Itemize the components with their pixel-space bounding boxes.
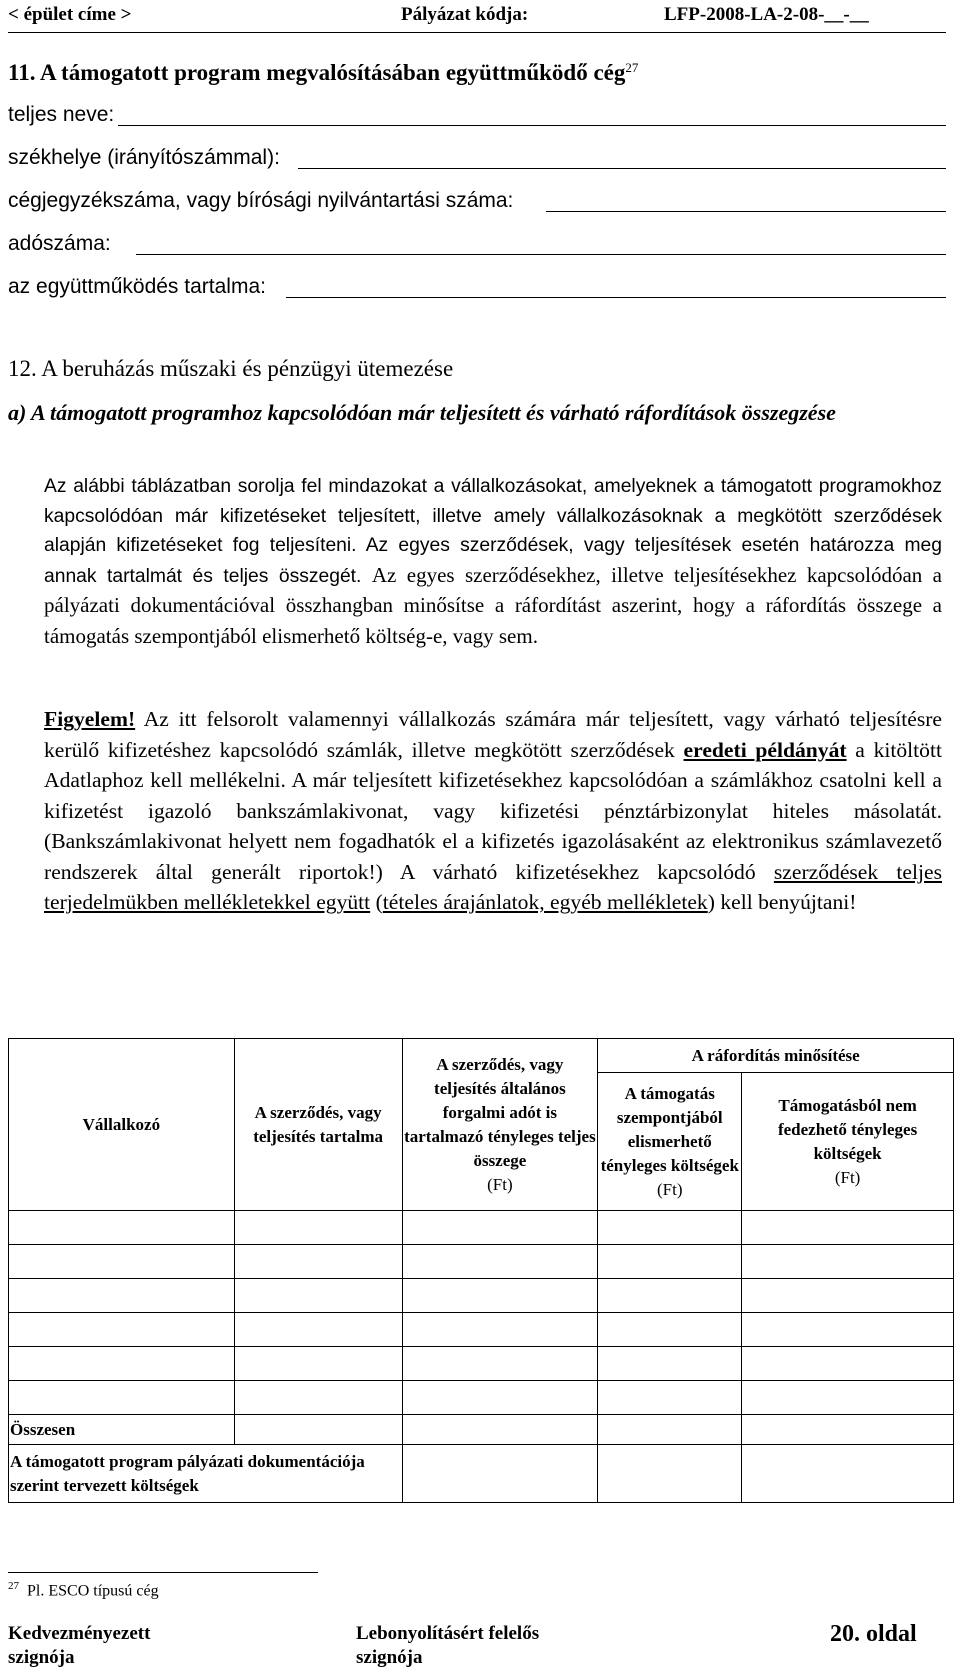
table-cell[interactable] <box>598 1313 742 1347</box>
table-cell[interactable] <box>742 1347 954 1381</box>
table-cell[interactable] <box>598 1415 742 1445</box>
header-qualification-group-text: A ráfordítás minősítése <box>691 1045 860 1065</box>
attachments-emphasis: tételes árajánlatok, egyéb mellékletek <box>382 890 708 914</box>
table-row[interactable] <box>9 1381 954 1415</box>
table-cell[interactable] <box>402 1245 598 1279</box>
table-row[interactable] <box>9 1313 954 1347</box>
partner-name-field[interactable] <box>8 100 946 130</box>
section-12-title: 12. A beruházás műszaki és pénzügyi ütemezése <box>8 356 454 381</box>
table-cell[interactable] <box>742 1313 954 1347</box>
original-copy-emphasis: eredeti példányát <box>683 737 847 762</box>
table-cell[interactable] <box>402 1381 598 1415</box>
table-row[interactable] <box>9 1245 954 1279</box>
table-cell[interactable] <box>598 1445 742 1503</box>
table-cell[interactable] <box>234 1381 402 1415</box>
partner-tax-number-label: adószáma: <box>8 232 111 255</box>
partner-tax-number-field[interactable] <box>8 229 946 259</box>
table-cell[interactable] <box>402 1347 598 1381</box>
instructions-text-continued: Az egyes szerződésekhez, illetve teljesítésekhez kapcsolódóan a pályázati dokumentációval összhangban minősítse a ráfordítást aszerint, hogy a ráfordítás összege a támogatás szempontjából elismerhető költség-e, vagy sem. <box>44 562 943 648</box>
table-cell[interactable] <box>9 1347 235 1381</box>
subsection-a-title: a) A támogatott programhoz kapcsolódóan már teljesített és várható ráfordítások összegzése <box>8 400 836 425</box>
header-application-code: LFP-2008-LA-2-08-__-__ <box>664 4 869 25</box>
table-cell[interactable] <box>402 1415 598 1445</box>
header-ineligible-costs-unit: (Ft) <box>834 1167 861 1187</box>
footnote-reference: 27 <box>625 60 639 75</box>
table-cell[interactable] <box>402 1211 598 1245</box>
table-cell[interactable] <box>402 1279 598 1313</box>
table-cell[interactable] <box>9 1211 235 1245</box>
warning-text-2: a kitöltött Adatlaphoz kell mellékelni. A már teljesített kifizetésekhez kapcsolódóan a számlákhoz csatolni kell a kifizetést igazoló bankszámlakivonat, vagy kifizetési pénztárbizonylat hiteles másolatát. (Bankszámlakivonat helyett nem fogadhatók el a kifizetés igazolásaként az elektronikus számlavezető rendszerek által generált riportok!) A várható kifizetésekhez kapcsolódó <box>44 737 942 884</box>
table-cell[interactable] <box>598 1347 742 1381</box>
table-cell[interactable] <box>234 1211 402 1245</box>
table-cell[interactable] <box>598 1245 742 1279</box>
table-cell[interactable] <box>598 1279 742 1313</box>
table-row[interactable] <box>9 1279 954 1313</box>
footnote <box>8 1580 159 1600</box>
contracts-emphasis: szerződések teljes terjedelmükben mellékletekkel együtt <box>44 859 942 914</box>
table-cell[interactable] <box>742 1245 954 1279</box>
page-number: 20. oldal <box>830 1621 917 1647</box>
header-contract-content <box>234 1039 402 1211</box>
warning-label: Figyelem! <box>44 707 136 731</box>
table-cell[interactable] <box>598 1381 742 1415</box>
table-cell[interactable] <box>9 1313 235 1347</box>
instructions-paragraph <box>44 472 942 652</box>
header-contractor-text: Vállalkozó <box>82 1114 161 1134</box>
partner-seat-label: székhelye (irányítószámmal): <box>8 146 280 169</box>
header-total-amount-text: A szerződés, vagy teljesítés általános forgalmi adót is tartalmazó tényleges teljes összege <box>404 1054 596 1170</box>
manager-signature: Lebonyolításért felelős szignója <box>356 1623 540 1668</box>
header-contractor <box>9 1039 235 1211</box>
cooperation-content-field[interactable] <box>8 272 946 302</box>
table-cell[interactable] <box>742 1415 954 1445</box>
header-eligible-costs-unit: (Ft) <box>656 1179 683 1199</box>
page-header <box>8 2 946 33</box>
table-cell[interactable] <box>402 1313 598 1347</box>
table-cell[interactable] <box>234 1245 402 1279</box>
partner-registry-field[interactable] <box>8 186 946 216</box>
table-cell[interactable] <box>234 1415 402 1445</box>
header-ineligible-costs-text: Támogatásból nem fedezhető tényleges költségek <box>777 1095 918 1163</box>
header-total-amount <box>402 1039 598 1211</box>
partner-name-label: teljes neve: <box>8 103 115 126</box>
header-qualification-group <box>598 1039 954 1073</box>
planned-costs-row[interactable] <box>9 1445 954 1503</box>
planned-costs-label-text: A támogatott program pályázati dokumentációja szerint tervezett költségek <box>10 1451 365 1495</box>
cooperation-content-label: az együttműködés tartalma: <box>8 275 266 298</box>
total-label-text: Összesen <box>10 1419 76 1439</box>
header-total-amount-unit: (Ft) <box>487 1174 513 1194</box>
planned-costs-label <box>9 1445 403 1503</box>
table-row[interactable] <box>9 1347 954 1381</box>
header-building-address: < épület címe > <box>8 4 132 25</box>
footnote-separator <box>8 1572 318 1573</box>
warning-text-4: ) kell benyújtani! <box>707 890 857 914</box>
table-cell[interactable] <box>234 1279 402 1313</box>
warning-text-3: ( <box>370 890 383 914</box>
table-cell[interactable] <box>9 1381 235 1415</box>
partner-seat-field[interactable] <box>8 143 946 173</box>
cost-table <box>8 1038 954 1503</box>
header-eligible-costs-text: A támogatás szempontjából elismerhető tényleges költségek <box>600 1083 739 1175</box>
footnote-text: Pl. ESCO típusú cég <box>27 1582 159 1600</box>
table-cell[interactable] <box>234 1313 402 1347</box>
table-cell[interactable] <box>9 1279 235 1313</box>
header-eligible-costs <box>598 1073 742 1211</box>
table-cell[interactable] <box>742 1279 954 1313</box>
beneficiary-signature: Kedvezményezett szignója <box>8 1623 151 1668</box>
section-11-title <box>8 60 638 86</box>
partner-tax-number-line[interactable] <box>136 254 946 255</box>
instructions-text: Az alábbi táblázatban sorolja fel mindazokat a vállalkozásokat, amelyeknek a támogatott programokhoz kapcsolódóan már kifizetéseket teljesített, illetve amely vállalkozásoknak a megkötött szerződések alapján kifizetéseket fog teljesíteni. Az egyes szerződések, vagy teljesítések esetén határozza meg annak tartalmát és teljes összegét. <box>44 476 942 587</box>
table-cell[interactable] <box>402 1445 598 1503</box>
header-contract-content-text: A szerződés, vagy teljesítés tartalma <box>253 1102 384 1146</box>
warning-paragraph <box>44 704 942 918</box>
table-cell[interactable] <box>742 1381 954 1415</box>
total-label <box>9 1415 235 1445</box>
table-row[interactable] <box>9 1211 954 1245</box>
header-ineligible-costs <box>742 1073 954 1211</box>
partner-name-line[interactable] <box>118 125 946 126</box>
partner-registry-line[interactable] <box>546 211 946 212</box>
warning-text-1: Az itt felsorolt valamennyi vállalkozás számára már teljesített, vagy várható teljesítésre kerülő kifizetéshez kapcsolódó számlák, illetve megkötött szerződések <box>44 707 942 762</box>
table-cell[interactable] <box>598 1211 742 1245</box>
partner-registry-label: cégjegyzékszáma, vagy bírósági nyilvántartási száma: <box>8 189 514 212</box>
cooperation-content-line[interactable] <box>286 297 946 298</box>
footnote-number: 27 <box>8 1580 19 1592</box>
table-cell[interactable] <box>742 1211 954 1245</box>
table-cell[interactable] <box>9 1245 235 1279</box>
table-cell[interactable] <box>234 1347 402 1381</box>
total-row[interactable] <box>9 1415 954 1445</box>
header-application-code-label: Pályázat kódja: <box>401 4 529 25</box>
table-cell[interactable] <box>742 1445 954 1503</box>
section-11-title-text: 11. A támogatott program megvalósításában együttműködő cég <box>8 60 626 85</box>
partner-seat-line[interactable] <box>298 168 946 169</box>
